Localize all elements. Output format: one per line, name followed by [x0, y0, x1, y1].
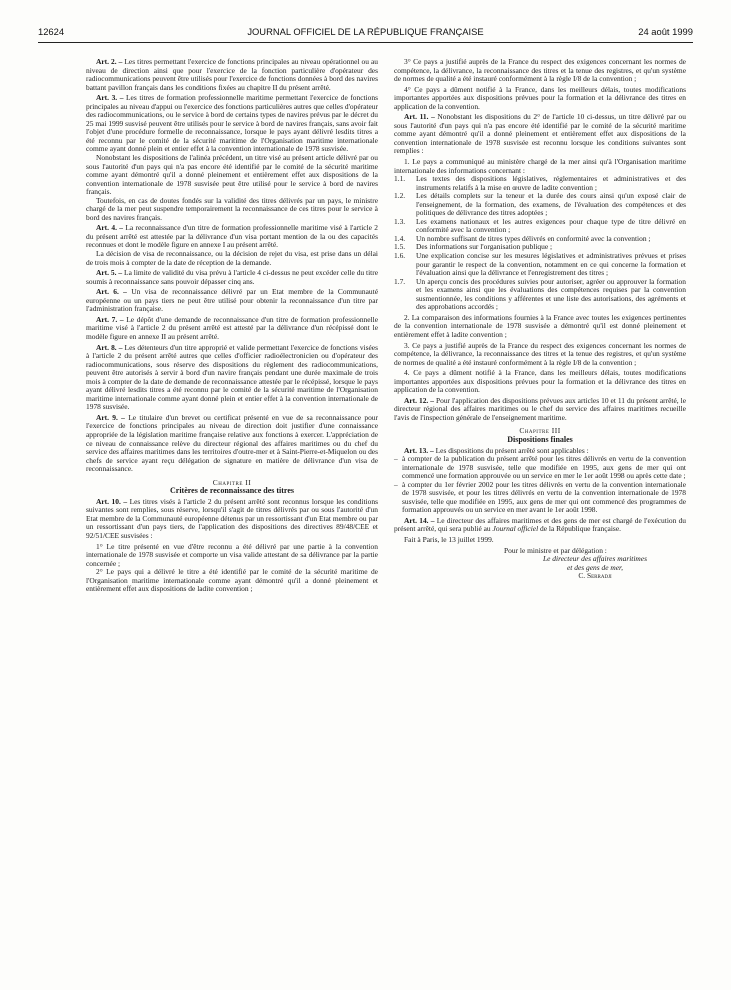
left-column	[86, 58, 378, 594]
right-column	[394, 58, 686, 581]
article-3-para-2: Nonobstant les dispositions de l'alinéa précédent, un titre visé au présent article délivré par ou sous l'autorité d'un pays qui n'a pas encore été identifié par le comité de la sécurité maritime comme ayant démontré qu'il a donné pleinement et entièrement effet aux dispositions de la convention internationale de 1978 susvisée peut être utilisé pour le service à bord de navires français.	[86, 153, 378, 197]
signature-intro: Pour le ministre et par délégation :	[504, 545, 607, 555]
article-6: Art. 6. – Un visa de reconnaissance délivré par un Etat membre de la Communauté européenne ou un pays tiers ne peut être utilisé pour obtenir la reconnaissance d'un titre par l'administration française.	[86, 287, 379, 314]
list-item: 1.1. Les textes des dispositions législatives, réglementaires et administratives et des instruments relatifs à la mise en œuvre de ladite convention ;	[394, 174, 686, 192]
chapter-2-title: Critères de reconnaissance des titres	[170, 486, 294, 496]
list-item: 1.4. Un nombre suffisant de titres types délivrés en conformité avec la convention ;	[394, 233, 651, 243]
list-item: 1.5. Des informations sur l'organisation publique ;	[394, 242, 553, 252]
signature-name: C. Serradji	[578, 571, 612, 581]
article-4: Art. 4. – La reconnaissance d'un titre de formation professionnelle maritime visé à l'article 2 du présent arrêté est attestée par la délivrance d'un visa portant mention de la ou des capacités reconnues et dont le modèle figure en annexe I au présent arrêté.	[86, 223, 379, 250]
article-11-condition-2: 2. La comparaison des informations fournies à la France avec toutes les exigences pertinentes de la convention internationale de 1978 susvisée a démontré qu'il est donné pleinement et entièrement effet à ladite convention ;	[394, 312, 686, 339]
article-11-condition-3: 3. Ce pays a justifié auprès de la France du respect des exigences concernant les normes de compétence, la délivrance, la reconnaissance des titres et la tenue des registres, et qu'un système de normes de qualité a été instauré conformément à la règle I/8 de la convention ;	[394, 340, 686, 367]
article-13-dash-1: – à compter de la publication du présent arrêté pour les titres délivrés en vertu de la convention internationale de 1978 susvisée, telle que modifiée en 1995, aux gens de mer qui ont commencé une formation approuvée ou un service en mer le 1er août 1998 ou après cette date ;	[394, 454, 686, 481]
article-11: Art. 11. – Nonobstant les dispositions du 2° de l'article 10 ci-dessus, un titre délivré par ou sous l'autorité d'un pays qui n'a pas encore été identifié par le comité de la sécurité maritime comme ayant démontré qu'il a donné pleinement et entièrement effet aux dispositions de la convention internationale de 1978 susvisée est reconnu lorsque les conditions suivantes sont remplies :	[394, 112, 686, 156]
article-9: Art. 9. – Le titulaire d'un brevet ou certificat présenté en vue de sa reconnaissance pour l'exercice de fonctions principales au niveau de direction doit justifier d'une connaissance appropriée de la législation maritime française relative aux fonctions à exercer. L'appréciation de ce niveau de connaissance relève du directeur régional des affaires maritimes ou du chef du service des affaires maritimes dans les territoires d'outre-mer et à Saint-Pierre-et-Miquelon ou des chefs de service ayant reçu délégation de signature en matière de délivrance d'un visa de reconnaissance.	[86, 412, 378, 474]
publication-date: 24 août 1999	[638, 26, 693, 37]
article-11-condition-4: 4. Ce pays a dûment notifié à la France, dans les meilleurs délais, toutes modifications importantes apportées aux dispositions prévues pour la formation et la délivrance des titres en application de la convention.	[394, 368, 686, 395]
article-10-condition-2: 2° Le pays qui a délivré le titre a été identifié par le comité de la sécurité maritime de l'Organisation maritime internationale comme ayant démontré qu'il a donné pleinement et entièrement effet aux dispositions de ladite convention ;	[86, 567, 378, 594]
article-3: Art. 3. – Les titres de formation professionnelle maritime permettant l'exercice de fonctions principales au niveau d'appui ou l'exercice des fonctions particulières autres que celles d'opérateur des radiocommunications, ou le service à bord de certains types de navires prévus par le décret du 25 mai 1999 susvisé peuvent être utilisés pour le service à bord de navires français, sans avoir fait l'objet d'une procédure formelle de reconnaissance, lorsque le pays ayant délivré lesdits titres a été reconnu par le comité de la sécurité maritime de l'Organisation maritime internationale comme ayant donné plein et entier effet à la convention internationale de 1978 susvisée.	[86, 93, 379, 154]
page-number: 12624	[38, 26, 65, 37]
article-10-condition-3: 3° Ce pays a justifié auprès de la France du respect des exigences concernant les normes de compétence, la délivrance, la reconnaissance des titres et la tenue des registres, et qu'un système de normes de qualité a été instauré conformément à la règle I/8 de la convention ;	[394, 57, 686, 84]
signature-role-1: Le directeur des affaires maritimes	[543, 554, 647, 564]
article-13: Art. 13. – Les dispositions du présent arrêté sont applicables :	[404, 445, 589, 455]
chapter-2-heading: Chapitre II	[212, 477, 252, 487]
signature-role-2: et des gens de mer,	[567, 562, 623, 572]
article-5: Art. 5. – La limite de validité du visa prévu à l'article 4 ci-dessus ne peut excéder celle du titre soumis à reconnaissance sans pouvoir dépasser cinq ans.	[86, 268, 379, 286]
article-2: Art. 2. – Les titres permettant l'exercice de fonctions principales au niveau opérationnel ou au niveau de direction ainsi que pour l'exercice de la fonction particulière d'opérateur des radiocommunications peuvent être utilisés pour l'exercice de fonctions données à bord des navires battant pavillon français dans les conditions fixées au chapitre II du présent arrêté.	[86, 57, 379, 92]
list-item: 1.7. Un aperçu concis des procédures suivies pour autoriser, agréer ou approuver la formation et les examens ainsi que les évaluations des compétences requises par la convention susmentionnée, les conditions y afférentes et une liste des autorisations, des agréments et des approbations accordés ;	[394, 276, 686, 312]
list-item: 1.6. Une explication concise sur les mesures législatives et administratives prévues et prises pour garantir le respect de la convention, notamment en ce qui concerne la formation et l'évaluation ainsi que la délivrance et l'enregistrement des titres ;	[394, 251, 686, 278]
chapter-3-heading: Chapitre III	[519, 426, 561, 436]
article-13-dash-2: – à compter du 1er février 2002 pour les titres délivrés en vertu de la convention internationale de 1978 susvisée, et pour les titres délivrés en vertu de la convention internationale de 1978 susvisée, telle que modifiée en 1995, aux gens de mer qui ont commencé des programmes de formation approuvés ou un service en mer avant le 1er août 1998.	[394, 479, 686, 515]
article-7: Art. 7. – Le dépôt d'une demande de reconnaissance d'un titre de formation professionnelle maritime visé à l'article 2 du présent arrêté est attesté par la délivrance d'un récépissé dont le modèle figure en annexe II au présent arrêté.	[86, 314, 378, 341]
article-4-para-2: La décision de visa de reconnaissance, ou la décision de rejet du visa, est prise dans un délai de trois mois à compter de la date de réception de la demande.	[86, 249, 378, 267]
article-10: Art. 10. – Les titres visés à l'article 2 du présent arrêté sont reconnus lorsque les conditions suivantes sont remplies, sous réserve, lorsqu'il s'agit de titres délivrés par ou sous l'autorité d'un Etat membre de la Communauté européenne détenus par un ressortissant d'un Etat membre ou par un ressortissant d'un pays tiers, de l'application des dispositions des directives 89/48/CEE et 92/51/CEE susvisées :	[86, 496, 378, 540]
list-item: 1.2. Les détails complets sur la teneur et la durée des cours ainsi qu'un exposé clair de l'enseignement, de la formation, des examens, de l'évaluation des compétences et des politiques de délivrance des titres adoptées ;	[394, 191, 686, 218]
page-header	[38, 26, 693, 42]
article-12: Art. 12. – Pour l'application des dispositions prévues aux articles 10 et 11 du présent arrêté, le directeur régional des affaires maritimes ou le chef du service des affaires maritimes recueille l'avis de l'inspection générale de l'enseignement maritime.	[394, 395, 686, 422]
article-10-condition-4: 4° Ce pays a dûment notifié à la France, dans les meilleurs délais, toutes modifications importantes apportées aux dispositions prévues pour la formation et la délivrance des titres en application de la convention.	[394, 84, 686, 111]
article-8: Art. 8. – Les détenteurs d'un titre approprié et valide permettant l'exercice de fonctions visées à l'article 2 du présent arrêté autres que celles d'officier radioélectronicien ou d'opérateur des radiocommunications, sous réserve des dispositions du règlement des radiocommunications, peuvent être autorisés à servir à bord d'un navire français pendant une durée maximale de trois mois à compter de la date de demande de reconnaissance attestée par le récépissé, lorsque le pays ayant délivré lesdits titres a été reconnu par le comité de la sécurité maritime de l'Organisation maritime internationale comme ayant donné plein et entier effet à la convention internationale de 1978 susvisée.	[86, 342, 378, 412]
journal-title: JOURNAL OFFICIEL DE LA RÉPUBLIQUE FRANÇAISE	[247, 26, 484, 37]
article-3-para-3: Toutefois, en cas de doutes fondés sur la validité des titres délivrés par un pays, le ministre chargé de la mer peut suspendre temporairement la reconnaissance de ces titres pour le service à bord des navires français.	[86, 195, 378, 222]
chapter-3-title: Dispositions finales	[507, 434, 573, 444]
article-10-condition-1: 1° Le titre présenté en vue d'être reconnu a été délivré par une partie à la convention internationale de 1978 susvisée et comporte un visa valide attestant de sa délivrance par la partie concernée ;	[86, 541, 378, 568]
list-item: 1.3. Les examens nationaux et les autres exigences pour chaque type de titre délivré en conformité avec la convention ;	[394, 216, 686, 235]
article-14: Art. 14. – Le directeur des affaires maritimes et des gens de mer est chargé de l'exécution du présent arrêté, qui sera publié au Journal officiel de la République française.	[394, 515, 687, 534]
header-rule	[38, 42, 693, 43]
done-at-paris: Fait à Paris, le 13 juillet 1999.	[404, 534, 494, 544]
article-11-condition-1: 1. Le pays a communiqué au ministère chargé de la mer ainsi qu'à l'Organisation maritime internationale des informations concernant :	[394, 157, 686, 175]
